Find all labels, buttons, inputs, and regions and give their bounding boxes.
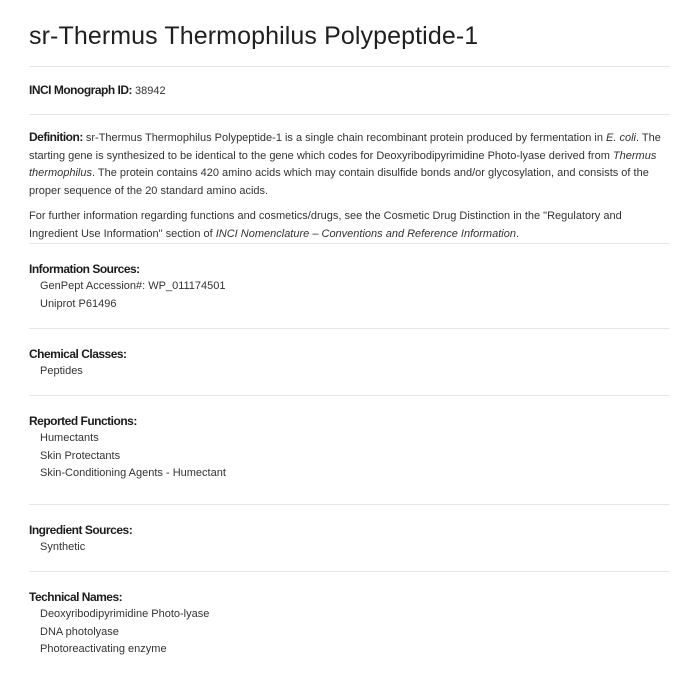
reference-paragraph: [29, 208, 670, 243]
list-item: Humectants: [40, 432, 99, 444]
definition-section: [29, 115, 670, 243]
technical-names-section: [29, 572, 670, 662]
list-item: GenPept Accession#: WP_011174501: [40, 280, 226, 292]
chemical-classes-label: Chemical Classes:: [29, 347, 127, 361]
ingredient-sources-list: [29, 539, 670, 557]
list-item: Uniprot P61496: [40, 297, 117, 310]
reported-functions-label: Reported Functions:: [29, 414, 137, 428]
definition-paragraph: [29, 129, 670, 200]
list-item: Deoxyribodipyrimidine Photo-lyase: [40, 608, 210, 620]
list-item: Skin-Conditioning Agents - Humectant: [40, 467, 226, 480]
ingredient-sources-label: Ingredient Sources:: [29, 523, 133, 537]
monograph-id-label: INCI Monograph ID:: [29, 83, 132, 97]
information-sources-label: Information Sources:: [29, 262, 140, 276]
page-title: sr-Thermus Thermophilus Polypeptide-1: [29, 22, 479, 50]
list-item: Photoreactivating enzyme: [40, 643, 167, 656]
definition-text: . The starting gene is synthesized to be identical to the gene which codes for Deoxyribodipyrimidine Photo-lyase derived from: [29, 132, 661, 162]
reference-text: .: [515, 227, 520, 240]
definition-organism-thermus: Thermus thermophilus: [29, 149, 657, 180]
list-item: Skin Protectants: [40, 449, 121, 462]
definition-text: . The protein contains 420 amino acids which may contain disulfide bonds and/or glycosylation, and consists of the proper sequence of the 20 standard amino acids.: [29, 167, 649, 197]
chemical-classes-list: [29, 363, 670, 381]
information-sources-list: [29, 278, 670, 313]
list-item: DNA photolyase: [40, 625, 119, 638]
reported-functions-list: [29, 430, 670, 483]
list-item: Synthetic: [40, 541, 86, 553]
monograph-id-value: 38942: [135, 85, 166, 97]
chemical-classes-section: [29, 329, 670, 395]
reported-functions-section: [29, 396, 670, 504]
definition-organism-ecoli: E. coli: [606, 132, 636, 144]
definition-label: Definition:: [29, 130, 83, 144]
reference-publication: INCI Nomenclature – Conventions and Reference Information: [215, 227, 516, 240]
reference-text: For further information regarding functions and cosmetics/drugs, see the Cosmetic Drug Distinction in the "Regulatory and Ingredient Use Information" section of: [29, 210, 622, 240]
information-sources-section: [29, 244, 670, 328]
list-item: Peptides: [40, 365, 83, 377]
technical-names-list: [29, 606, 670, 659]
ingredient-sources-section: [29, 505, 670, 571]
technical-names-label: Technical Names:: [29, 590, 123, 604]
definition-text: sr-Thermus Thermophilus Polypeptide-1 is a single chain recombinant protein produced by fermentation in: [85, 132, 607, 144]
monograph-id-row: [29, 67, 670, 114]
